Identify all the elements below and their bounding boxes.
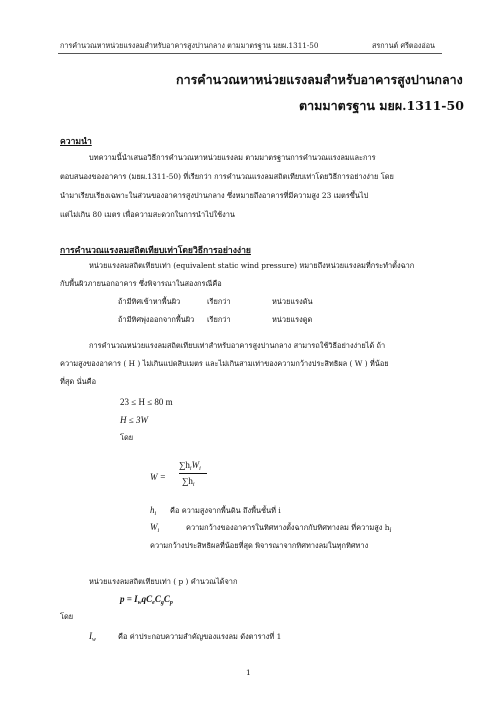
fraction-bar (179, 473, 207, 474)
case-2-direction: ถ้ามีทิศพุ่งออกจากพื้นผิว (118, 315, 195, 324)
condition-line-1: การคำนวณหน่วยแรงลมสถิตเทียบเท่าสำหรับอาคารสูงปานกลาง สามารถใช้วิธีอย่างง่ายได้ ถ้า (89, 341, 386, 350)
case-1-name: หน่วยแรงดัน (272, 297, 313, 306)
label-where-1: โดย (120, 433, 134, 442)
fraction-numerator: $\sum h_iW_i$ (179, 460, 201, 472)
effective-width-fraction (179, 460, 211, 490)
pressure-equation: $p = I_wqC_eC_gC_p$ (120, 594, 173, 606)
case-2-called: เรียกว่า (207, 315, 231, 324)
label-where-2: โดย (60, 612, 74, 621)
definition-line-2: กับพื้นผิวภายนอกอาคาร ซึ่งพิจารณาในสองกรณีคือ (60, 279, 222, 288)
running-header-left: การคำนวณหาหน่วยแรงลมสำหรับอาคารสูงปานกลาง ตามมาตรฐาน มยผ.1311-50 (60, 41, 319, 50)
inequality-height-range: 23 ≤ H ≤ 80 m (120, 397, 173, 407)
definition-wi: ความกว้างของอาคารในทิศทางตั้งฉากกับทิศทางลม ที่ความสูง $h_i$ (186, 523, 392, 534)
inequality-height-width: H ≤ 3W (120, 415, 148, 425)
condition-line-3: ที่สุด นั่นคือ (60, 377, 97, 386)
intro-line-4: แต่ไม่เกิน 80 เมตร เพื่อความสะดวกในการนำไปใช้งาน (60, 210, 235, 219)
definition-iw: คือ ค่าประกอบความสำคัญของแรงลม ดังตารางที่ 1 (118, 632, 282, 641)
section-heading-simplified: การคำนวณแรงลมสถิตเทียบเท่าโดยวิธีการอย่างง่าย (60, 246, 251, 256)
symbol-hi: $h_i$ (150, 505, 157, 517)
definition-wi-line-2: ความกว้างประสิทธิผลที่น้อยที่สุด พิจารณาจากทิศทางลมในทุกทิศทาง (150, 541, 369, 550)
section-heading-intro: ความนำ (60, 137, 92, 147)
intro-line-2: ตอบสนองของอาคาร (มยผ.1311-50) ที่เรียกว่า การคำนวณแรงลมสถิตเทียบเท่าโดยวิธีการอย่างง่าย โดย (60, 172, 394, 181)
intro-line-3: นำมาเรียบเรียงเฉพาะในส่วนของอาคารสูงปานกลาง ซึ่งหมายถึงอาคารที่มีความสูง 23 เมตรขึ้นไป (60, 191, 369, 200)
condition-line-2: ความสูงของอาคาร ( H ) ไม่เกินแปดสิบเมตร และไม่เกินสามเท่าของความกว้างประสิทธิผล ( W ) ที่น้อย (60, 359, 389, 368)
effective-width-lhs: W = (150, 472, 166, 482)
header-rule (58, 53, 442, 54)
page-number: 1 (246, 668, 251, 677)
case-1-called: เรียกว่า (207, 297, 231, 306)
title-line-1: การคำนวณหาหน่วยแรงลมสำหรับอาคารสูงปานกลาง (176, 72, 463, 87)
symbol-wi: $W_i$ (150, 522, 160, 534)
pressure-intro-line: หน่วยแรงลมสถิตเทียบเท่า ( p ) คำนวณได้จาก (89, 577, 238, 586)
fraction-denominator: $\sum h_i$ (182, 476, 195, 488)
running-header-right: สรกานต์ ศรีตองอ่อน (372, 41, 435, 50)
intro-line-1: บทความนี้นำเสนอวิธีการคำนวณหาหน่วยแรงลม ตามมาตรฐานการคำนวณแรงลมและการ (89, 153, 376, 162)
title-line-2: ตามมาตรฐาน มยผ.1311-50 (299, 98, 464, 113)
definition-line-1: หน่วยแรงลมสถิตเทียบเท่า (equivalent static wind pressure) หมายถึงหน่วยแรงลมที่กระทำตั้งฉาก (89, 261, 415, 270)
case-2-name: หน่วยแรงดูด (272, 315, 313, 324)
symbol-iw: $I_w$ (89, 631, 97, 643)
case-1-direction: ถ้ามีทิศเข้าหาพื้นผิว (118, 297, 181, 306)
definition-hi: คือ ความสูงจากพื้นดิน ถึงพื้นชั้นที่ i (170, 506, 281, 515)
